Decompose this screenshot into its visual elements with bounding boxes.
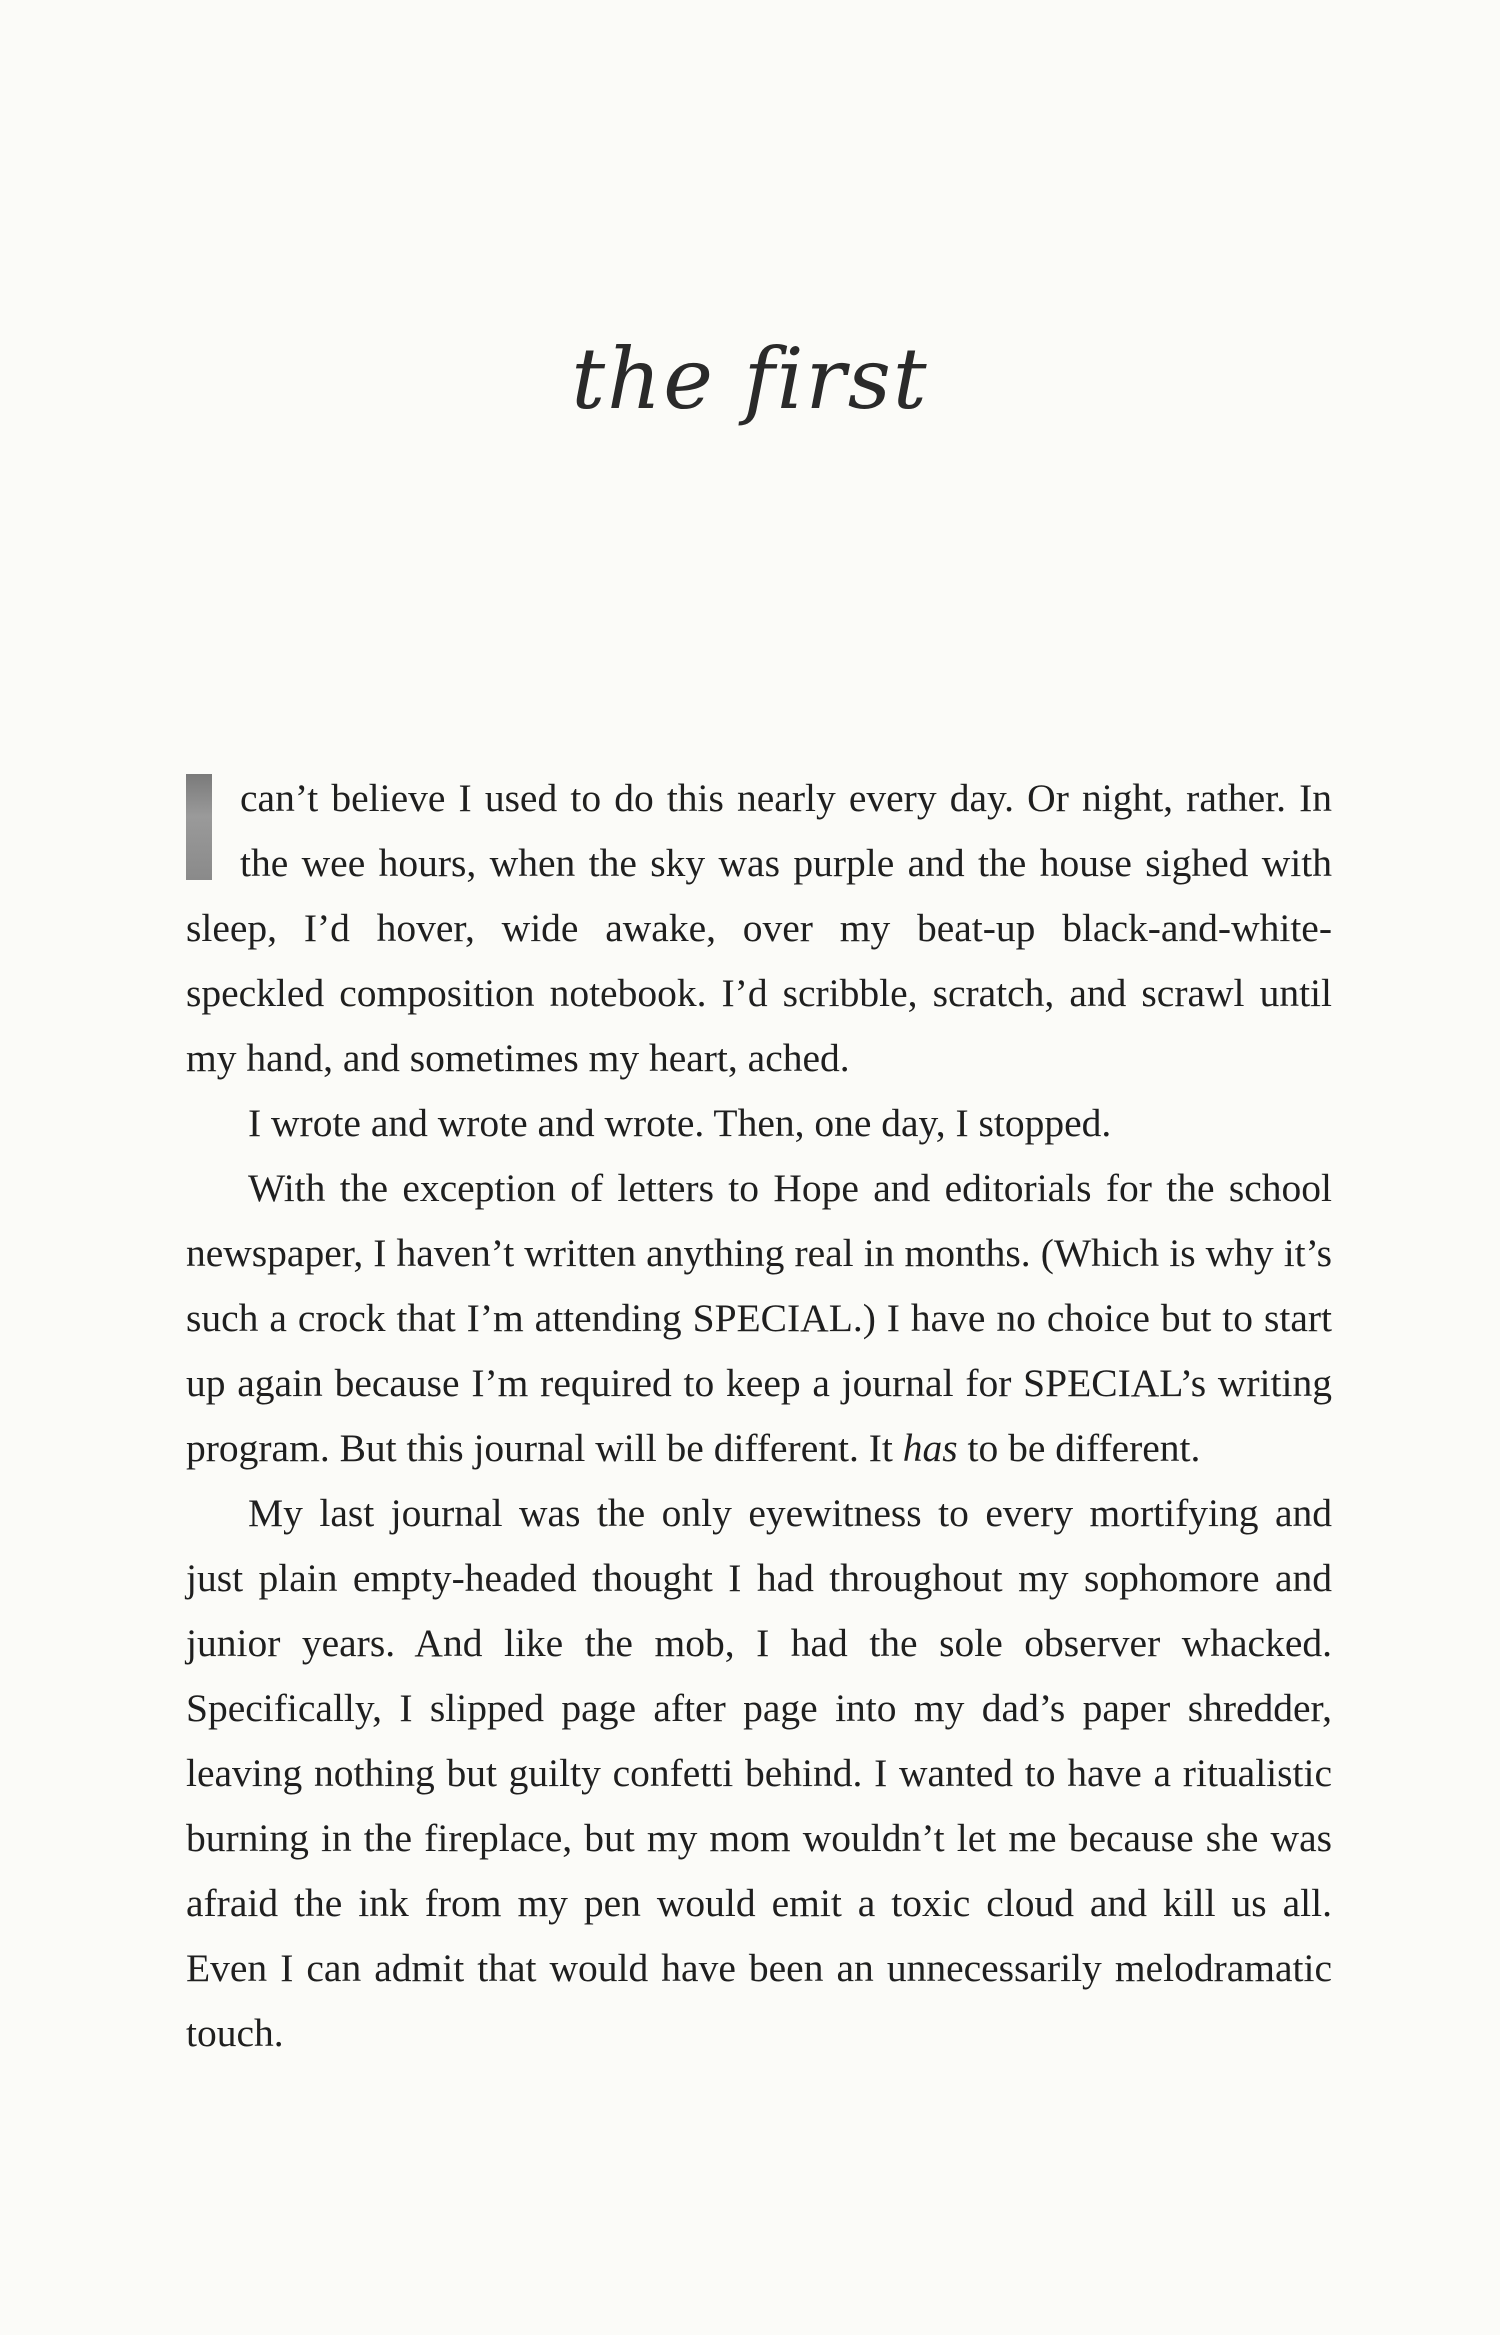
paragraph-3-emphasis: has bbox=[902, 1426, 958, 1470]
body-text bbox=[186, 766, 1332, 2066]
drop-cap bbox=[186, 774, 212, 880]
chapter-title: the first bbox=[571, 330, 929, 428]
paragraph-3 bbox=[186, 1156, 1332, 1481]
paragraph-3-text-before: With the exception of letters to Hope and editorials for the school newspaper, I haven’t written anything real in months. (Which is why it’s such a crock that I’m attending SPECIAL.) I have no choice but to start up again because I’m required to keep a journal for SPECIAL’s writing program. But this journal will be different. It bbox=[186, 1166, 1332, 1470]
paragraph-1-text: can’t believe I used to do this nearly every day. Or night, rather. In the wee hours, when the sky was purple and the house sighed with sleep, I’d hover, wide awake, over my beat-up black-and-white-speckled composition notebook. I’d scribble, scratch, and scrawl until my hand, and sometimes my heart, ached. bbox=[186, 776, 1332, 1080]
paragraph-3-text-after: to be different. bbox=[957, 1426, 1201, 1470]
paragraph-4: My last journal was the only eyewitness to every mortifying and just plain empty-headed thought I had throughout my sophomore and junior years. And like the mob, I had the sole observer whacked. Specifically, I slipped page after page into my dad’s paper shredder, leaving nothing but guilty confetti behind. I wanted to have a ritualistic burning in the fireplace, but my mom wouldn’t let me because she was afraid the ink from my pen would emit a toxic cloud and kill us all. Even I can admit that would have been an unnecessarily melodramatic touch. bbox=[186, 1491, 1332, 2055]
paragraph-1 bbox=[186, 766, 1332, 1091]
paragraph-2: I wrote and wrote and wrote. Then, one day, I stopped. bbox=[248, 1101, 1112, 1145]
